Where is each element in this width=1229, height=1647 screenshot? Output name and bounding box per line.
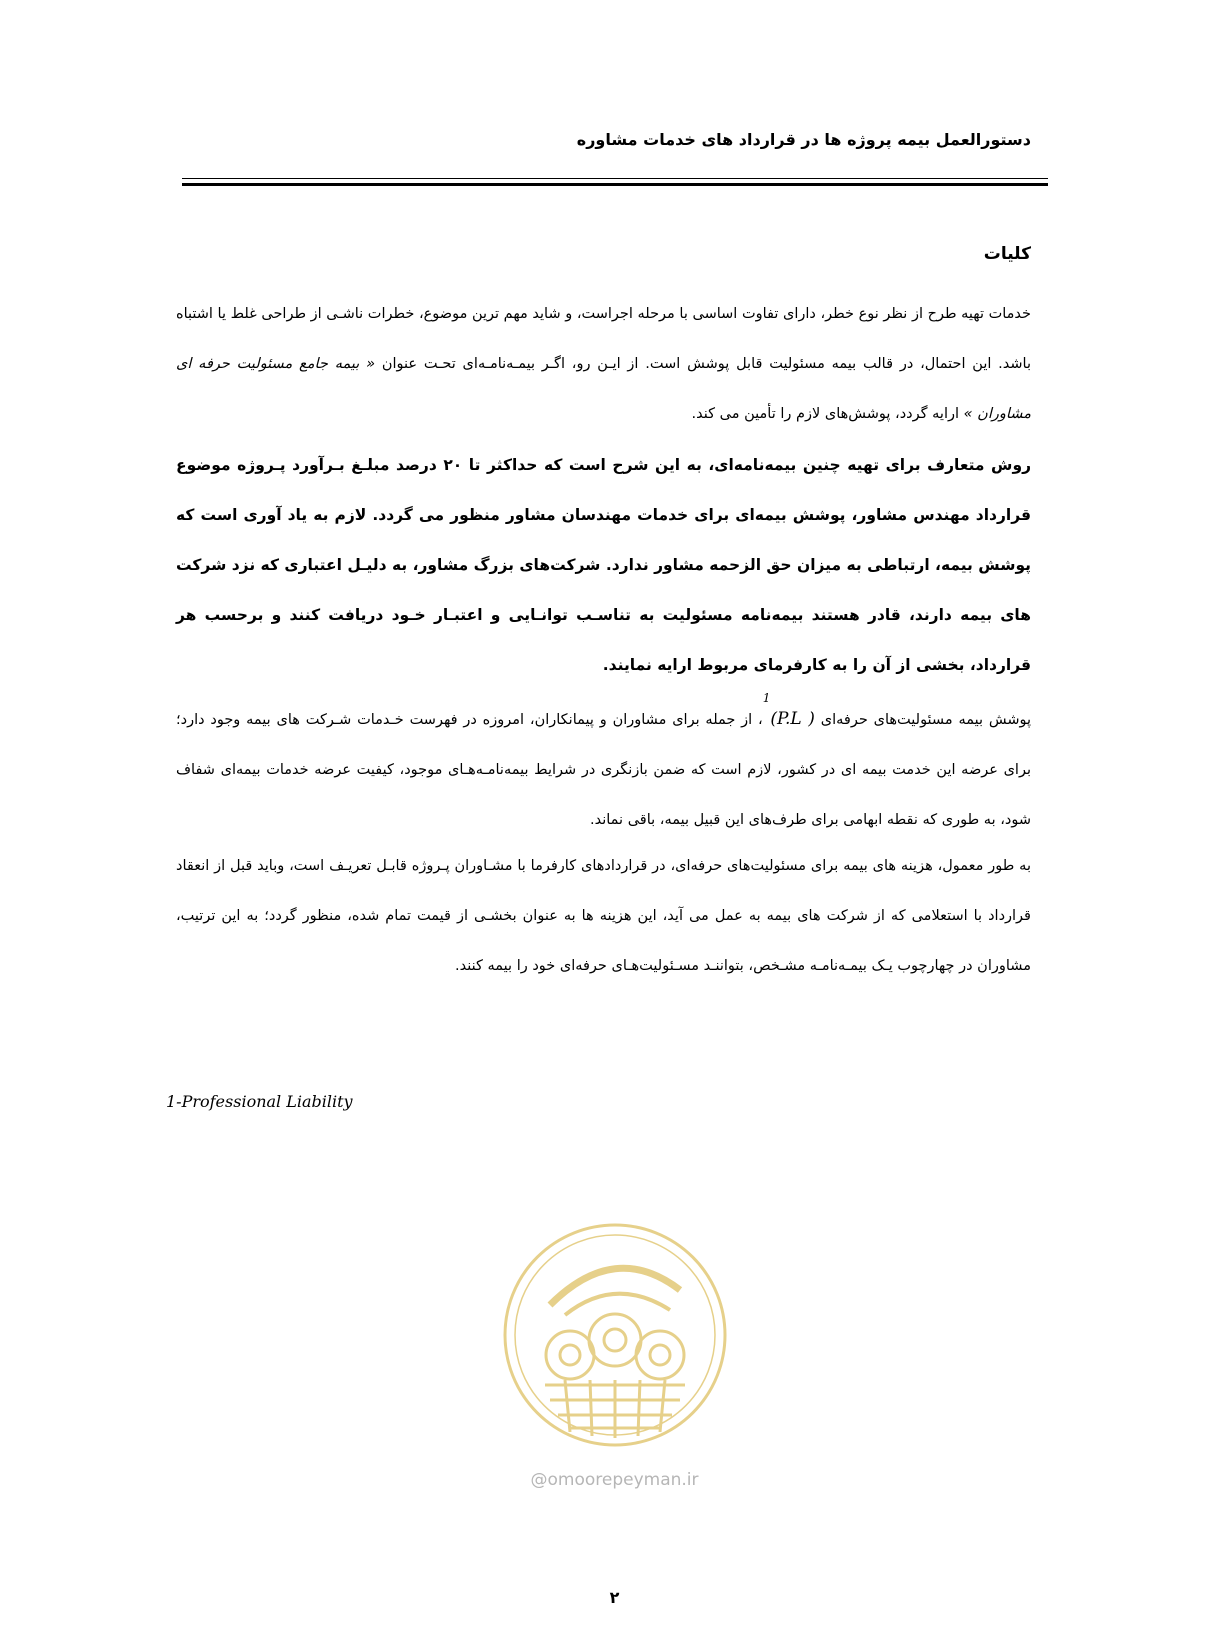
paragraph-1-quote: « بیمه جامع مسئولیت حرفه ای مشاوران » (176, 356, 1031, 422)
paragraph-3-text-b: ، از جمله برای مشاوران و پیمانکاران، امروزه در فهرست خـدمات شـرکت های بیمه وجود دارد؛ برای عرضه این خدمت بیمه ای در کشور، لازم است که ضمن بازنگری در شرایط بیمه‌نامـه‌هـای موجود، کیفیت عرضه خدمات بیمه‌ای شفاف شود، به طوری که نقطه ابهامی برای طرف‌های این قبیل بیمه، باقی نماند. (176, 712, 1031, 828)
header-divider-thick (182, 183, 1048, 186)
footnote: 1-Professional Liability (166, 1092, 353, 1111)
watermark-seal-icon (490, 1210, 740, 1460)
paragraph-2 (176, 440, 1031, 690)
paragraph-4-text: به طور معمول، هزینه های بیمه برای مسئولیت‌های حرفه‌ای، در قراردادهای کارفرما با مشـاوران پـروژه قابـل تعریـف است، وباید قبل از انعقاد قرارداد با استعلامی که از شرکت های بیمه به عمل می آید، این هزینه ها به عنوان بخشـی از قیمت تمام شده، منظور گردد؛ به این ترتیب، مشاوران در چهارچوب یـک بیمـه‌نامـه مشـخص، بتواننـد مسـئولیت‌هـای حرفه‌ای خود را بیمه کنند. (176, 858, 1031, 974)
section-heading: کلیات (983, 244, 1031, 264)
document-header-title: دستورالعمل بیمه پروژه ها در قرارداد های خدمات مشاوره (576, 130, 1031, 149)
paragraph-1-text-b: ارایه گردد، پوشش‌های لازم را تأمین می کند. (691, 406, 960, 422)
paragraph-2-text: روش متعارف برای تهیه چنین بیمه‌نامه‌ای، به این شرح است که حداکثر تا ۲۰ درصد مبلـغ بـرآورد پـروژه موضوع قرارداد مهندس مشاور، پوشش بیمه‌ای برای خدمات مهندسان مشاور منظور می گردد. لازم به یاد آوری است که پوشش بیمه، ارتباطی به میزان حق الزحمه مشاور ندارد. شرکت‌های بزرگ مشاور، به دلیـل اعتباری که نزد شرکت های بیمه دارند، قادر هستند بیمه‌نامه مسئولیت به تناسـب توانـایی و اعتبـار خـود دریافت کنند و برحسب هر قرارداد، بخشی از آن را به کارفرمای مربوط ارایه نمایند. (176, 456, 1031, 674)
paragraph-3-text-a: پوشش بیمه مسئولیت‌های حرفه‌ای (820, 712, 1032, 728)
professional-liability-abbrev: (P.L ) (770, 709, 815, 729)
paragraph-3 (176, 691, 1032, 845)
watermark-url: @omoorepeyman.ir (530, 1470, 699, 1490)
page-number: ۲ (609, 1588, 620, 1607)
paragraph-4 (176, 841, 1031, 991)
paragraph-1 (176, 289, 1031, 439)
footnote-marker: 1 (762, 691, 771, 705)
header-divider-thin (182, 178, 1048, 179)
watermark-logo (490, 1210, 740, 1460)
paragraph-1-text-a: خدمات تهیه طرح از نظر نوع خطر، دارای تفاوت اساسی با مرحله اجراست، و شاید مهم ترین موضوع، خطرات ناشـی از طراحی غلط یا اشتباه باشد. این احتمال، در قالب بیمه مسئولیت قابل پوشش است. از ایـن رو، اگـر بیمـه‌نامـه‌ای تحـت عنوان (176, 306, 1032, 372)
